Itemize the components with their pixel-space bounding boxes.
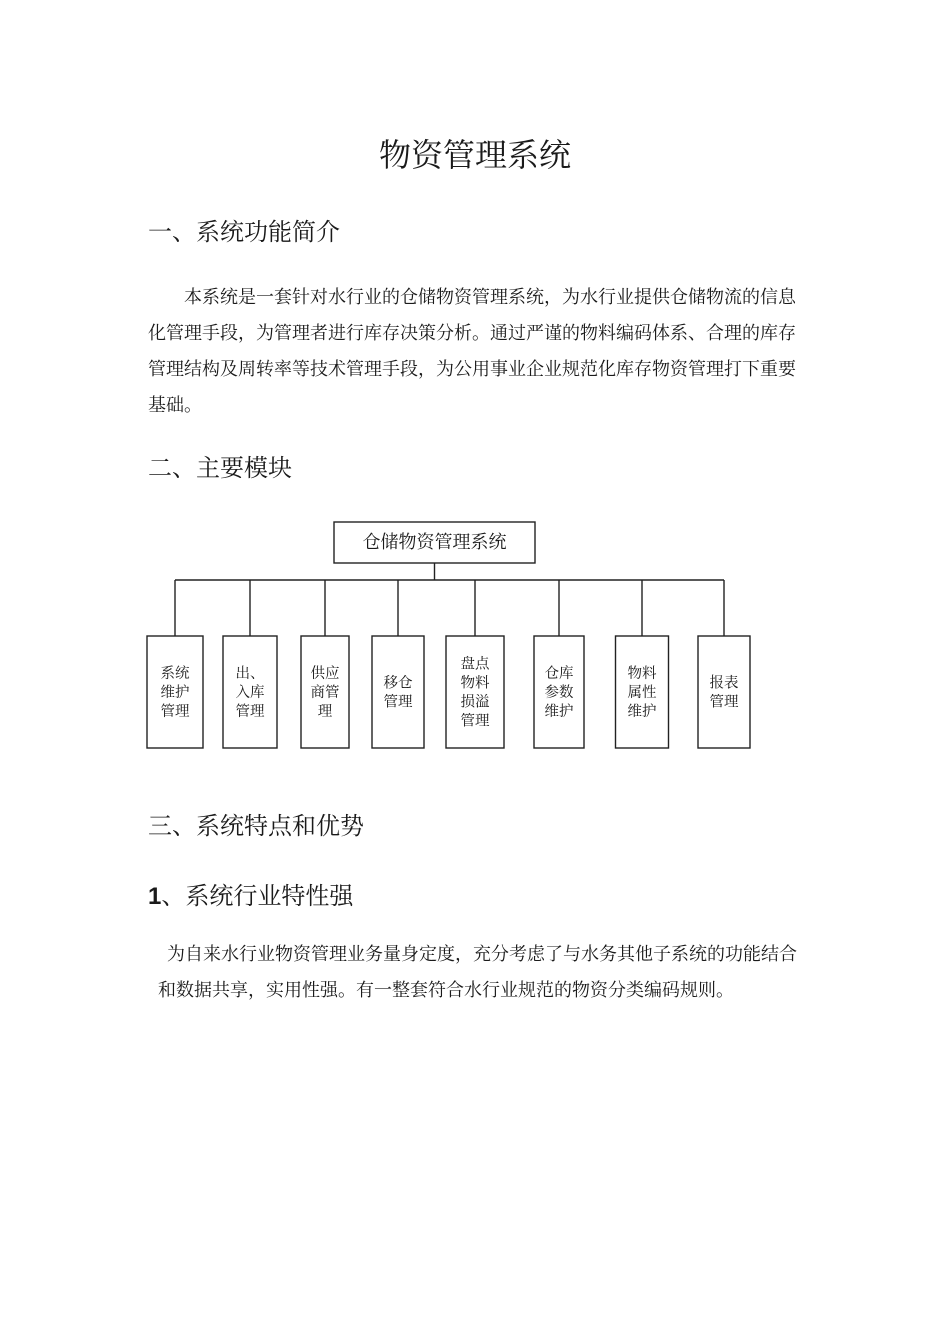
- section-1-heading: 一、系统功能简介: [148, 218, 340, 246]
- module-label-line: 物料: [460, 675, 490, 692]
- subsection-1-paragraph: 为自来水行业物资管理业务量身定度，充分考虑了与水务其他子系统的功能结合和数据共享，实用性强。有一整套符合水行业规范的物资分类编码规则。: [158, 944, 797, 1001]
- module-label-line: 物料: [627, 666, 657, 682]
- module-label-line: 系统: [160, 666, 190, 682]
- org-chart-svg: [0, 518, 950, 783]
- subsection-1-heading: [148, 876, 353, 911]
- module-label-line: 参数: [544, 685, 574, 701]
- section-1-paragraph: 本系统是一套针对水行业的仓储物资管理系统，为水行业提供仓储物流的信息化管理手段，为管理者进行库存决策分析。通过严谨的物料编码体系、合理的库存管理结构及周转率等技术管理手段，为公用事业企业规范化库存物资管理打下重要基础。: [148, 287, 796, 416]
- module-label-line: 管理: [709, 694, 739, 711]
- module-label-line: 属性: [627, 685, 657, 701]
- section-2-heading: 二、主要模块: [148, 454, 292, 482]
- module-org-chart: [0, 518, 950, 783]
- section-3-heading: 三、系统特点和优势: [148, 812, 364, 840]
- module-label-line: 商管: [310, 685, 340, 701]
- module-label-line: 供应: [310, 666, 340, 682]
- module-label-line: 管理: [160, 704, 190, 720]
- module-label-line: 报表: [709, 675, 739, 692]
- module-label-line: 管理: [383, 694, 413, 711]
- module-label-line: 管理: [460, 713, 490, 730]
- module-box: [446, 636, 504, 748]
- module-label-line: 仓库: [544, 666, 574, 682]
- module-box: [698, 636, 750, 748]
- subsection-1-number: 1: [148, 883, 162, 910]
- module-label-line: 理: [317, 704, 333, 720]
- module-label-line: 维护: [544, 704, 574, 720]
- module-label-line: 移仓: [383, 675, 413, 692]
- module-label-line: 盘点: [460, 656, 490, 673]
- module-label-line: 管理: [235, 704, 265, 720]
- module-box: [372, 636, 424, 748]
- page-title: 物资管理系统: [378, 136, 571, 174]
- module-label-line: 维护: [627, 704, 657, 720]
- module-label-line: 出、: [235, 666, 265, 682]
- subsection-1-title: 、系统行业特性强: [161, 882, 354, 910]
- module-label-line: 维护: [160, 685, 190, 701]
- root-node-label: 仓储物资管理系统: [362, 532, 507, 553]
- module-label-line: 损溢: [460, 694, 490, 711]
- module-label-line: 入库: [235, 685, 265, 701]
